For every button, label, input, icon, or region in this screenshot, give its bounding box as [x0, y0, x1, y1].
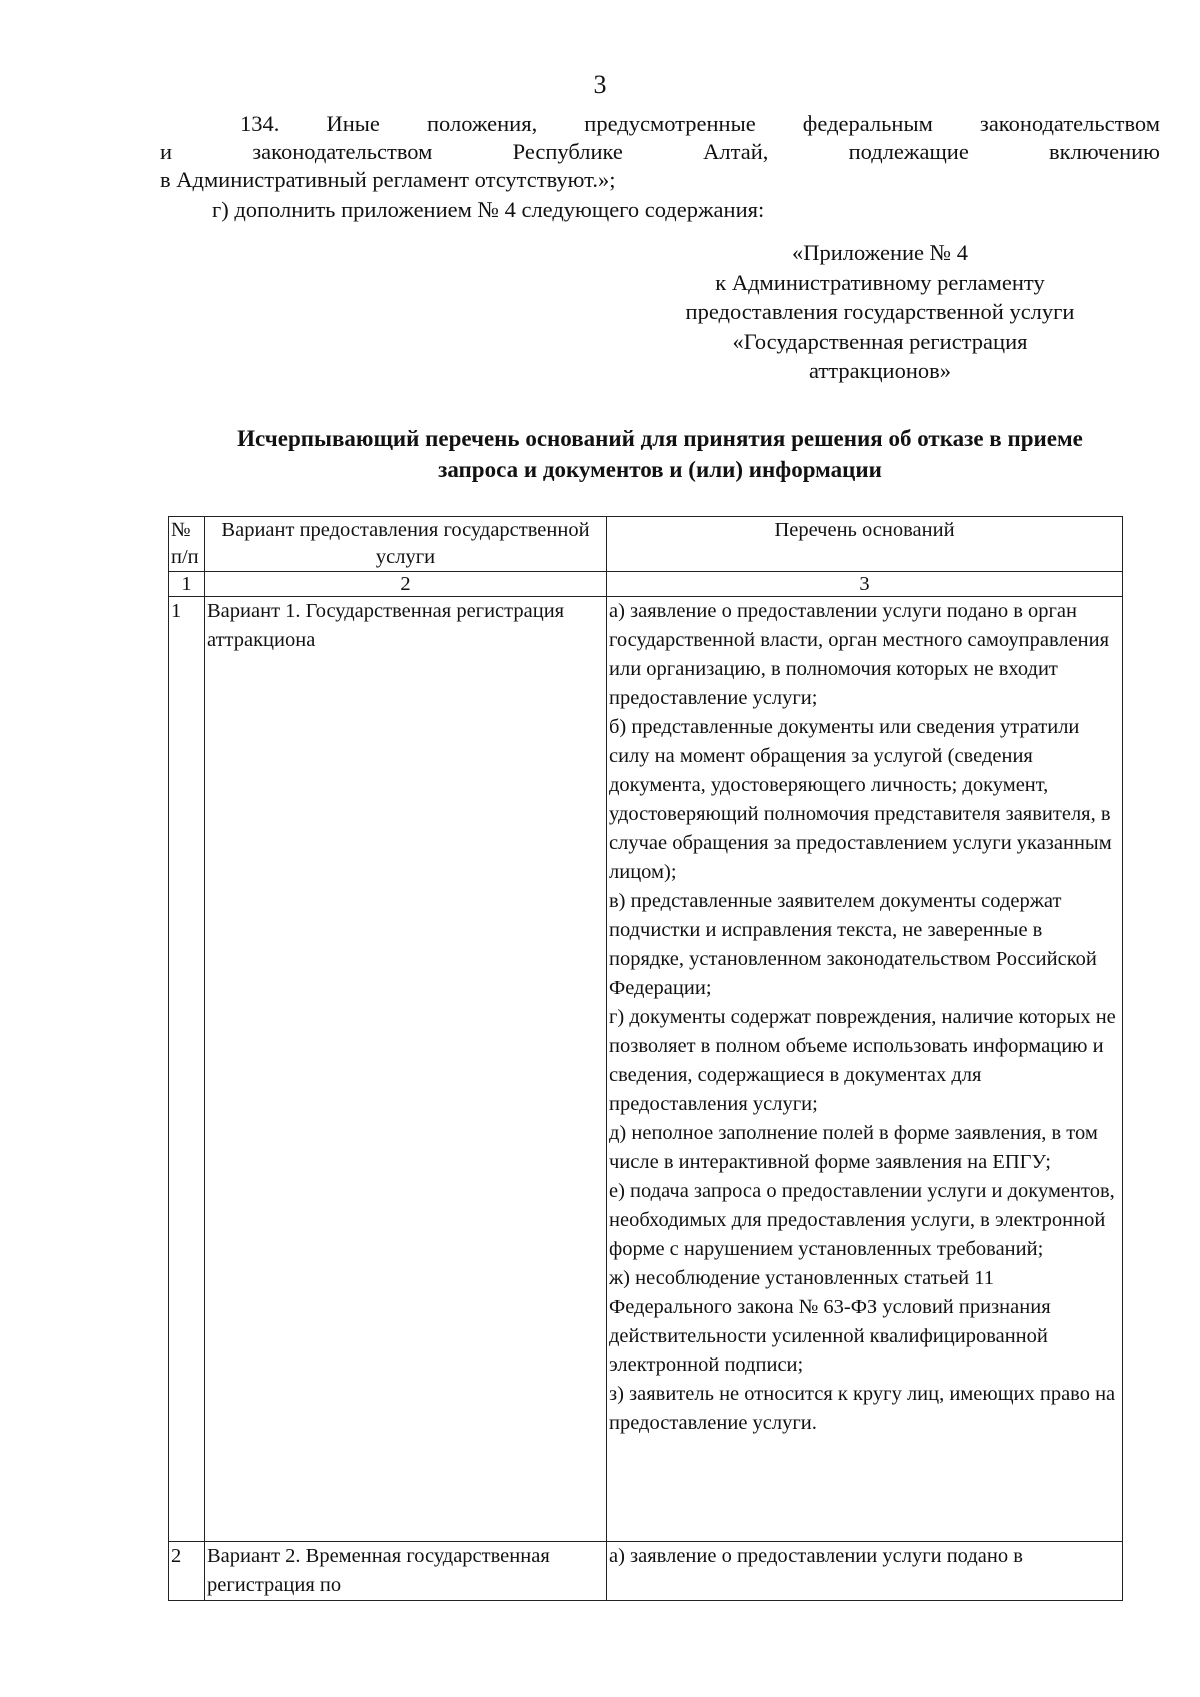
column-number-cell: 3	[607, 572, 1123, 597]
section-title-line: Исчерпывающий перечень оснований для принятия решения об отказе в приеме	[237, 426, 1083, 451]
paragraph-134-line-2: и законодательством Республике Алтай, подлежащие включению	[160, 139, 1160, 164]
ground-item: з) заявитель не относится к кругу лиц, имеющих право на предоставление услуги.	[609, 1383, 1116, 1434]
ground-item: а) заявление о предоставлении услуги подано в	[609, 1545, 1023, 1567]
ground-item: в) представленные заявителем документы содержат подчистки и исправления текста, не заверенные в порядке, установленном законодательством Российской Федерации;	[609, 890, 1097, 999]
ground-item: е) подача запроса о предоставлении услуги и документов, необходимых для предоставления услуги, в электронной форме с нарушением установленных требований;	[609, 1180, 1115, 1260]
table-header-row	[169, 517, 1123, 572]
ground-item: д) неполное заполнение полей в форме заявления, в том числе в интерактивной форме заявления на ЕПГУ;	[609, 1122, 1098, 1173]
row-number-cell: 2	[169, 1542, 205, 1601]
column-number-cell: 2	[205, 572, 607, 597]
ground-item: г) документы содержат повреждения, наличие которых не позволяет в полном объеме использовать информацию и сведения, содержащиеся в документах для предоставления услуги;	[609, 1006, 1116, 1115]
section-title	[150, 423, 1170, 485]
appendix-header-line: «Государственная регистрация	[732, 328, 1028, 354]
ground-item: ж) несоблюдение установленных статьей 11 Федерального закона № 63-ФЗ условий признания действительности усиленной квалифицированной электронной подписи;	[609, 1267, 1051, 1376]
header-cell-number: № п/п	[169, 517, 205, 572]
variant-cell: Вариант 1. Государственная регистрация аттракциона	[205, 597, 607, 1542]
section-title-line: запроса и документов и (или) информации	[438, 457, 882, 482]
ground-item: а) заявление о предоставлении услуги подано в орган государственной власти, орган местного самоуправления или организацию, в полномочия которых не входит предоставление услуги;	[609, 600, 1110, 709]
appendix-header-line: аттракционов»	[808, 358, 951, 383]
appendix-header-line: предоставления государственной услуги	[685, 299, 1075, 324]
ground-item: б) представленные документы или сведения утратили силу на момент обращения за услугой (сведения документа, удостоверяющего личность; документ, удостоверяющий полномочия представителя заявителя, в случае обращения за предоставлением услуги указанным лицом);	[609, 716, 1112, 883]
header-cell-grounds: Перечень оснований	[607, 517, 1123, 572]
grounds-cell	[607, 1542, 1123, 1601]
table-row	[169, 597, 1123, 1542]
appendix-header	[640, 238, 1120, 386]
paragraph-item-g: г) дополнить приложением № 4 следующего содержания:	[212, 197, 765, 222]
header-cell-variant: Вариант предоставления государственной услуги	[205, 517, 607, 572]
page-number: 3	[593, 70, 607, 99]
table-row	[169, 1542, 1123, 1601]
paragraph-134-line-1: 134. Иные положения, предусмотренные федеральным законодательством	[240, 111, 1160, 136]
paragraph-134-line-3: в Административный регламент отсутствуют.»;	[160, 167, 616, 192]
variant-cell: Вариант 2. Временная государственная регистрация по	[205, 1542, 607, 1601]
grounds-table	[168, 516, 1123, 1601]
row-number-cell: 1	[169, 597, 205, 1542]
grounds-cell	[607, 597, 1123, 1542]
appendix-header-line: «Приложение № 4	[792, 240, 968, 265]
column-number-row	[169, 572, 1123, 597]
appendix-header-line: к Административному регламенту	[715, 269, 1045, 295]
column-number-cell: 1	[169, 572, 205, 597]
